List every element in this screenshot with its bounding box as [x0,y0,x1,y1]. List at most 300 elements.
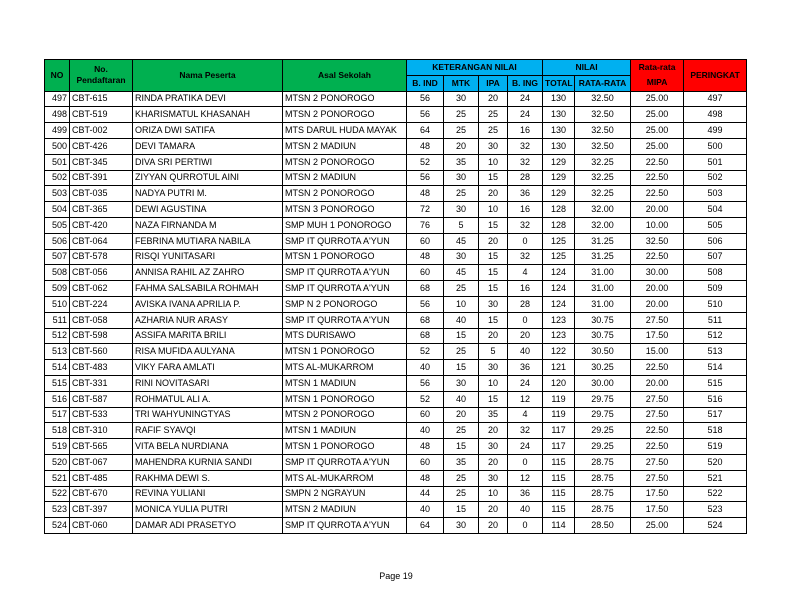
cell-b-ing: 0 [508,518,543,534]
cell-ipa: 35 [479,407,508,423]
cell-rata-rata: 32.50 [575,138,631,154]
cell-nama: RAKHMA DEWI S. [133,470,283,486]
cell-b-ing: 16 [508,202,543,218]
cell-asal: MTSN 3 PONOROGO [283,202,407,218]
cell-b-ing: 4 [508,407,543,423]
cell-nama: DIVA SRI PERTIWI [133,154,283,170]
table-row [45,407,747,423]
cell-rata-rata: 31.00 [575,296,631,312]
cell-asal: MTSN 2 PONOROGO [283,154,407,170]
cell-b-ind: 48 [407,138,444,154]
cell-nama: NAZA FIRNANDA M [133,217,283,233]
header-nilai: NILAI [543,60,631,76]
table-row [45,107,747,123]
table-row [45,486,747,502]
table-row [45,217,747,233]
cell-rata-mipa: 17.50 [631,328,684,344]
header-rata-mipa-bottom: MIPA [631,75,684,91]
cell-b-ind: 56 [407,170,444,186]
cell-ipa: 30 [479,296,508,312]
cell-total: 129 [543,170,575,186]
cell-rata-rata: 32.50 [575,123,631,139]
table-row [45,328,747,344]
cell-no: 519 [45,439,70,455]
cell-ipa: 5 [479,344,508,360]
cell-total: 115 [543,470,575,486]
cell-pendaftaran: CBT-578 [70,249,133,265]
cell-asal: MTSN 2 MADIUN [283,170,407,186]
cell-nama: VIKY FARA AMLATI [133,360,283,376]
header-mtk: MTK [444,75,479,91]
cell-ipa: 10 [479,486,508,502]
cell-rata-mipa: 25.00 [631,518,684,534]
cell-ipa: 20 [479,186,508,202]
cell-rata-rata: 32.00 [575,202,631,218]
cell-rata-mipa: 25.00 [631,123,684,139]
cell-peringkat: 498 [684,107,747,123]
cell-peringkat: 510 [684,296,747,312]
cell-asal: MTSN 2 PONOROGO [283,91,407,107]
cell-nama: ROHMATUL ALI A. [133,391,283,407]
cell-nama: RISA MUFIDA AULYANA [133,344,283,360]
cell-rata-rata: 28.75 [575,502,631,518]
cell-peringkat: 520 [684,454,747,470]
cell-no: 506 [45,233,70,249]
cell-mtk: 25 [444,486,479,502]
cell-mtk: 40 [444,312,479,328]
table-row [45,249,747,265]
cell-rata-mipa: 22.50 [631,170,684,186]
cell-peringkat: 518 [684,423,747,439]
cell-rata-rata: 29.75 [575,391,631,407]
cell-peringkat: 503 [684,186,747,202]
cell-rata-rata: 32.25 [575,170,631,186]
cell-ipa: 20 [479,454,508,470]
cell-b-ing: 24 [508,439,543,455]
cell-b-ing: 40 [508,502,543,518]
cell-nama: AZHARIA NUR ARASY [133,312,283,328]
cell-total: 115 [543,454,575,470]
results-table [44,59,747,534]
cell-asal: MTSN 1 MADIUN [283,375,407,391]
cell-b-ind: 56 [407,91,444,107]
cell-b-ing: 36 [508,486,543,502]
cell-ipa: 15 [479,170,508,186]
cell-asal: MTS AL-MUKARROM [283,360,407,376]
cell-ipa: 15 [479,281,508,297]
cell-asal: MTS AL-MUKARROM [283,470,407,486]
table-header [45,60,747,92]
cell-nama: REVINA YULIANI [133,486,283,502]
cell-rata-mipa: 25.00 [631,107,684,123]
cell-asal: MTSN 2 MADIUN [283,138,407,154]
cell-mtk: 35 [444,454,479,470]
cell-mtk: 20 [444,407,479,423]
cell-total: 119 [543,407,575,423]
cell-pendaftaran: CBT-560 [70,344,133,360]
cell-mtk: 30 [444,375,479,391]
cell-total: 115 [543,486,575,502]
cell-rata-rata: 28.75 [575,470,631,486]
cell-mtk: 15 [444,502,479,518]
cell-no: 520 [45,454,70,470]
cell-b-ind: 60 [407,454,444,470]
cell-b-ind: 60 [407,407,444,423]
header-nama: Nama Peserta [133,60,283,92]
cell-peringkat: 514 [684,360,747,376]
cell-ipa: 20 [479,423,508,439]
cell-b-ing: 32 [508,217,543,233]
cell-asal: MTS DARUL HUDA MAYAK [283,123,407,139]
cell-peringkat: 502 [684,170,747,186]
cell-nama: MAHENDRA KURNIA SANDI [133,454,283,470]
table-row [45,233,747,249]
cell-pendaftaran: CBT-345 [70,154,133,170]
cell-mtk: 20 [444,138,479,154]
cell-peringkat: 522 [684,486,747,502]
table-row [45,265,747,281]
cell-rata-rata: 32.50 [575,91,631,107]
cell-nama: DEWI AGUSTINA [133,202,283,218]
cell-b-ing: 4 [508,265,543,281]
cell-ipa: 20 [479,233,508,249]
cell-no: 498 [45,107,70,123]
cell-pendaftaran: CBT-058 [70,312,133,328]
cell-nama: DEVI TAMARA [133,138,283,154]
cell-ipa: 20 [479,518,508,534]
cell-no: 501 [45,154,70,170]
cell-rata-rata: 30.00 [575,375,631,391]
cell-rata-mipa: 27.50 [631,454,684,470]
cell-peringkat: 515 [684,375,747,391]
cell-b-ing: 40 [508,344,543,360]
cell-nama: AVISKA IVANA APRILIA P. [133,296,283,312]
cell-total: 121 [543,360,575,376]
cell-pendaftaran: CBT-598 [70,328,133,344]
cell-mtk: 25 [444,281,479,297]
cell-total: 129 [543,186,575,202]
table-row [45,312,747,328]
cell-rata-rata: 29.75 [575,407,631,423]
cell-rata-rata: 31.25 [575,233,631,249]
cell-ipa: 10 [479,375,508,391]
cell-pendaftaran: CBT-670 [70,486,133,502]
cell-pendaftaran: CBT-056 [70,265,133,281]
cell-rata-rata: 32.50 [575,107,631,123]
cell-peringkat: 516 [684,391,747,407]
cell-total: 119 [543,391,575,407]
header-rata-rata: RATA-RATA [575,75,631,91]
cell-b-ing: 20 [508,328,543,344]
cell-pendaftaran: CBT-002 [70,123,133,139]
cell-rata-rata: 29.25 [575,439,631,455]
cell-rata-mipa: 22.50 [631,186,684,202]
cell-b-ing: 16 [508,123,543,139]
cell-ipa: 20 [479,91,508,107]
cell-asal: MTSN 1 MADIUN [283,423,407,439]
cell-b-ing: 36 [508,360,543,376]
cell-mtk: 15 [444,439,479,455]
cell-rata-mipa: 22.50 [631,249,684,265]
table-row [45,454,747,470]
table-row [45,186,747,202]
cell-no: 522 [45,486,70,502]
cell-peringkat: 512 [684,328,747,344]
cell-mtk: 25 [444,186,479,202]
cell-rata-mipa: 20.00 [631,202,684,218]
cell-peringkat: 523 [684,502,747,518]
cell-total: 125 [543,249,575,265]
cell-mtk: 25 [444,423,479,439]
cell-rata-mipa: 17.50 [631,502,684,518]
cell-total: 128 [543,217,575,233]
cell-nama: NADYA PUTRI M. [133,186,283,202]
cell-rata-rata: 31.00 [575,281,631,297]
cell-b-ing: 36 [508,186,543,202]
cell-total: 124 [543,265,575,281]
cell-ipa: 15 [479,217,508,233]
cell-nama: ZIYYAN QURROTUL AINI [133,170,283,186]
cell-pendaftaran: CBT-064 [70,233,133,249]
cell-total: 128 [543,202,575,218]
table-row [45,281,747,297]
cell-b-ind: 52 [407,154,444,170]
cell-total: 129 [543,154,575,170]
cell-asal: MTSN 1 PONOROGO [283,391,407,407]
cell-b-ind: 68 [407,281,444,297]
table-row [45,123,747,139]
cell-peringkat: 511 [684,312,747,328]
cell-rata-mipa: 20.00 [631,375,684,391]
cell-no: 502 [45,170,70,186]
table-row [45,296,747,312]
cell-rata-rata: 29.25 [575,423,631,439]
cell-no: 507 [45,249,70,265]
cell-total: 124 [543,281,575,297]
cell-b-ind: 52 [407,391,444,407]
header-rata-mipa-top: Rata-rata [631,60,684,76]
cell-mtk: 15 [444,328,479,344]
table-row [45,502,747,518]
cell-b-ind: 48 [407,439,444,455]
cell-mtk: 25 [444,344,479,360]
cell-nama: KHARISMATUL KHASANAH [133,107,283,123]
cell-asal: MTSN 1 PONOROGO [283,344,407,360]
cell-b-ing: 24 [508,107,543,123]
cell-peringkat: 517 [684,407,747,423]
cell-nama: RINI NOVITASARI [133,375,283,391]
cell-b-ing: 24 [508,91,543,107]
cell-b-ind: 56 [407,375,444,391]
cell-pendaftaran: CBT-519 [70,107,133,123]
cell-peringkat: 497 [684,91,747,107]
cell-rata-rata: 32.25 [575,154,631,170]
cell-no: 515 [45,375,70,391]
cell-no: 499 [45,123,70,139]
cell-total: 122 [543,344,575,360]
cell-rata-mipa: 17.50 [631,486,684,502]
cell-b-ind: 48 [407,470,444,486]
cell-ipa: 10 [479,154,508,170]
cell-nama: RISQI YUNITASARI [133,249,283,265]
cell-pendaftaran: CBT-565 [70,439,133,455]
cell-b-ind: 76 [407,217,444,233]
cell-no: 509 [45,281,70,297]
cell-ipa: 15 [479,391,508,407]
cell-no: 514 [45,360,70,376]
cell-nama: FEBRINA MUTIARA NABILA [133,233,283,249]
table-row [45,439,747,455]
cell-asal: SMP IT QURROTA A'YUN [283,312,407,328]
cell-total: 130 [543,138,575,154]
cell-total: 130 [543,107,575,123]
cell-mtk: 35 [444,154,479,170]
cell-no: 504 [45,202,70,218]
cell-ipa: 15 [479,265,508,281]
cell-pendaftaran: CBT-533 [70,407,133,423]
cell-total: 124 [543,296,575,312]
cell-total: 115 [543,502,575,518]
cell-b-ing: 0 [508,233,543,249]
cell-rata-mipa: 22.50 [631,154,684,170]
cell-pendaftaran: CBT-331 [70,375,133,391]
table-row [45,391,747,407]
cell-rata-rata: 28.50 [575,518,631,534]
cell-mtk: 45 [444,265,479,281]
table-row [45,423,747,439]
cell-no: 503 [45,186,70,202]
cell-pendaftaran: CBT-420 [70,217,133,233]
cell-b-ind: 56 [407,107,444,123]
cell-nama: ANNISA RAHIL AZ ZAHRO [133,265,283,281]
cell-asal: SMP IT QURROTA A'YUN [283,233,407,249]
cell-no: 510 [45,296,70,312]
cell-rata-mipa: 22.50 [631,439,684,455]
cell-rata-mipa: 30.00 [631,265,684,281]
cell-pendaftaran: CBT-426 [70,138,133,154]
cell-rata-rata: 30.50 [575,344,631,360]
cell-nama: VITA BELA NURDIANA [133,439,283,455]
cell-pendaftaran: CBT-067 [70,454,133,470]
cell-b-ind: 56 [407,296,444,312]
cell-b-ing: 0 [508,312,543,328]
cell-pendaftaran: CBT-224 [70,296,133,312]
cell-ipa: 25 [479,123,508,139]
cell-mtk: 15 [444,360,479,376]
table-row [45,375,747,391]
cell-rata-mipa: 10.00 [631,217,684,233]
table-row [45,518,747,534]
cell-b-ind: 64 [407,518,444,534]
table-row [45,344,747,360]
cell-pendaftaran: CBT-060 [70,518,133,534]
cell-rata-mipa: 25.00 [631,91,684,107]
cell-asal: SMP MUH 1 PONOROGO [283,217,407,233]
table-row [45,470,747,486]
cell-ipa: 30 [479,470,508,486]
cell-nama: ASSIFA MARITA BRILI [133,328,283,344]
cell-rata-rata: 31.25 [575,249,631,265]
cell-b-ind: 40 [407,423,444,439]
cell-asal: MTSN 2 PONOROGO [283,407,407,423]
header-b-ind: B. IND [407,75,444,91]
cell-peringkat: 499 [684,123,747,139]
cell-asal: SMP IT QURROTA A'YUN [283,454,407,470]
cell-total: 125 [543,233,575,249]
header-total: TOTAL [543,75,575,91]
cell-rata-rata: 30.25 [575,360,631,376]
cell-asal: MTS DURISAWO [283,328,407,344]
cell-peringkat: 524 [684,518,747,534]
cell-asal: SMPN 2 NGRAYUN [283,486,407,502]
cell-rata-rata: 28.75 [575,486,631,502]
cell-b-ing: 0 [508,454,543,470]
cell-rata-mipa: 27.50 [631,470,684,486]
table-row [45,91,747,107]
cell-asal: SMP IT QURROTA A'YUN [283,518,407,534]
cell-asal: MTSN 2 PONOROGO [283,186,407,202]
cell-no: 523 [45,502,70,518]
cell-no: 521 [45,470,70,486]
cell-no: 500 [45,138,70,154]
cell-rata-mipa: 25.00 [631,138,684,154]
cell-b-ind: 72 [407,202,444,218]
cell-total: 130 [543,91,575,107]
cell-mtk: 30 [444,91,479,107]
cell-mtk: 25 [444,123,479,139]
cell-ipa: 20 [479,502,508,518]
cell-no: 517 [45,407,70,423]
cell-b-ing: 32 [508,423,543,439]
cell-ipa: 20 [479,328,508,344]
cell-total: 117 [543,423,575,439]
cell-asal: MTSN 2 MADIUN [283,502,407,518]
cell-b-ing: 12 [508,470,543,486]
cell-b-ind: 48 [407,249,444,265]
cell-pendaftaran: CBT-587 [70,391,133,407]
cell-nama: RAFIF SYAVQI [133,423,283,439]
header-peringkat: PERINGKAT [684,60,747,92]
cell-asal: SMP N 2 PONOROGO [283,296,407,312]
cell-no: 518 [45,423,70,439]
cell-peringkat: 500 [684,138,747,154]
cell-mtk: 30 [444,170,479,186]
cell-mtk: 30 [444,202,479,218]
cell-mtk: 40 [444,391,479,407]
cell-asal: SMP IT QURROTA A'YUN [283,265,407,281]
cell-peringkat: 519 [684,439,747,455]
cell-b-ing: 32 [508,138,543,154]
cell-rata-rata: 30.75 [575,328,631,344]
cell-b-ind: 68 [407,312,444,328]
cell-pendaftaran: CBT-062 [70,281,133,297]
cell-rata-rata: 30.75 [575,312,631,328]
cell-peringkat: 504 [684,202,747,218]
header-ipa: IPA [479,75,508,91]
cell-rata-mipa: 20.00 [631,296,684,312]
cell-total: 114 [543,518,575,534]
cell-pendaftaran: CBT-397 [70,502,133,518]
cell-peringkat: 506 [684,233,747,249]
header-pendaftaran [70,60,133,92]
cell-peringkat: 508 [684,265,747,281]
cell-rata-rata: 32.25 [575,186,631,202]
cell-b-ind: 40 [407,502,444,518]
table-row [45,154,747,170]
cell-mtk: 45 [444,233,479,249]
cell-rata-mipa: 15.00 [631,344,684,360]
cell-pendaftaran: CBT-035 [70,186,133,202]
